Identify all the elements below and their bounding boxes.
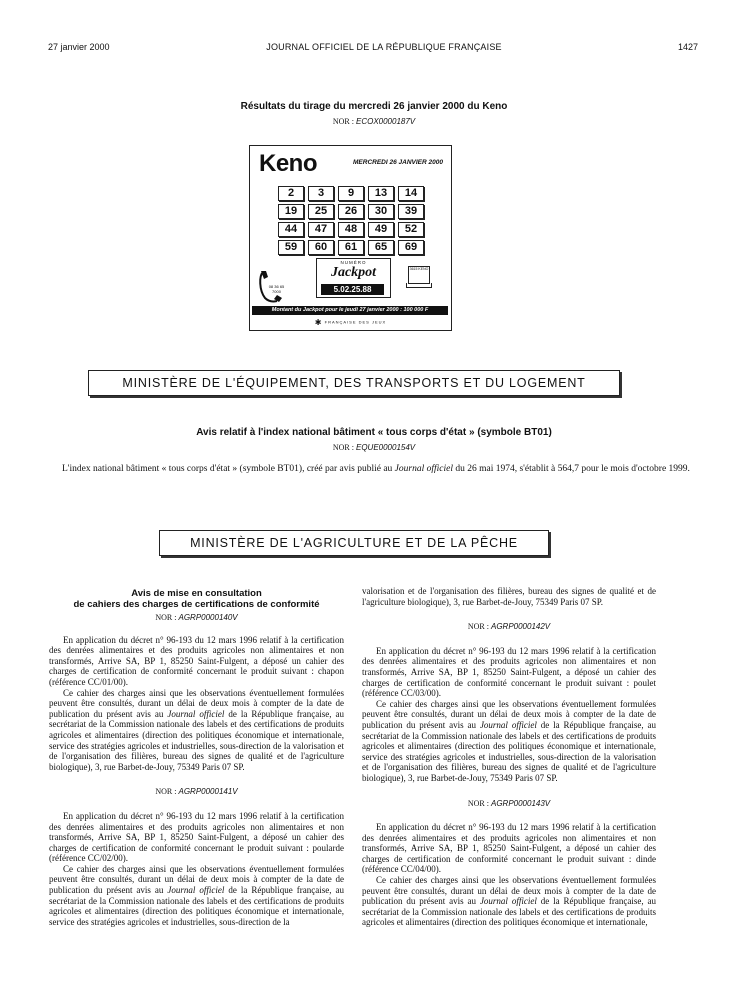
nor-code: ECOX0000187V — [355, 117, 416, 126]
page-header — [48, 42, 720, 56]
header-date: 27 janvier 2000 — [48, 42, 110, 52]
agri-title-line2: de cahiers des charges de certifications de conformité — [73, 599, 320, 610]
text-emphasis: Journal officiel — [479, 896, 537, 907]
paragraph: En application du décret n° 96-193 du 12 mars 1996 relatif à la certification des denrées alimentaires et des produits agricoles non alimentaires et non transformés, Arrive SA, BP 1, 85250 Saint-Fulgent, a déposé un cahier des charges de certification de conformité concernant le produit suivant : chapon (référence CC/01/00). — [49, 634, 344, 687]
ministry-agriculture-heading: MINISTÈRE DE L'AGRICULTURE ET DE LA PÊCHE — [159, 530, 549, 556]
ministry-equipement-heading: MINISTÈRE DE L'ÉQUIPEMENT, DES TRANSPORTS ET DU LOGEMENT — [88, 370, 620, 396]
keno-nor — [0, 117, 748, 126]
nor-label: NOR : — [155, 613, 177, 622]
keno-number-cell: 2 — [278, 186, 304, 201]
keno-number-cell: 52 — [398, 222, 424, 237]
paragraph: valorisation et de l'organisation des filières, bureau des signes de qualité et de l'agriculture biologique), 3, rue Barbet-de-Jouy, 75349 Paris 07 SP. — [362, 586, 656, 607]
keno-draw-date: MERCREDI 26 JANVIER 2000 — [353, 159, 443, 166]
keno-number-cell: 44 — [278, 222, 304, 237]
phone-number: 08 36 65 7000 — [268, 284, 285, 294]
keno-number-cell: 59 — [278, 240, 304, 255]
phone-icon — [257, 268, 289, 304]
nor-label: NOR : — [467, 622, 489, 632]
nor-label: NOR : — [155, 787, 177, 797]
keno-number-grid — [278, 186, 427, 255]
agri-nor-2 — [49, 787, 344, 798]
keno-number-cell: 26 — [338, 204, 364, 219]
keno-number-cell: 3 — [308, 186, 334, 201]
jackpot-label: Jackpot — [330, 265, 377, 280]
keno-number-cell: 65 — [368, 240, 394, 255]
minitel-icon: 3615 KENO — [408, 266, 430, 284]
paragraph: En application du décret n° 96-193 du 12 mars 1996 relatif à la certification des denrées alimentaires et des produits agricoles non alimentaires et non transformés, Arrive SA, BP 1, 85250 Saint-Fulgent, a déposé un cahier des charges de certification de conformité concernant le produit suivant : dinde (référence CC/04/00). — [362, 822, 656, 875]
text-span: du 26 mai 1974, s'établit à 564,7 pour le mois d'octobre 1999. — [452, 464, 690, 474]
jackpot-box — [316, 258, 391, 298]
paragraph: En application du décret n° 96-193 du 12 mars 1996 relatif à la certification des denrées alimentaires et des produits agricoles non alimentaires et non transformés, Arrive SA, BP 1, 85250 Saint-Fulgent, a déposé un cahier des charges de certification de conformité concernant le produit suivant : poulet (référence CC/03/00). — [362, 645, 656, 699]
nor-label: NOR : — [332, 443, 354, 452]
text-span: de la République française, au secrétariat de la Commission nationale des labels et des certifications de produits agricoles et alimentaires (direction des politiques économique et internationale, — [362, 896, 656, 928]
text-span: de la République française, au secrétariat de la Commission nationale des labels et des certifications de produits agricoles et alimentaires (direction des politiques économique et internationale, service des stratégies agricoles et industrielles, sous-direction de la — [49, 885, 344, 927]
text-emphasis: Journal officiel — [394, 464, 453, 474]
keno-number-cell: 19 — [278, 204, 304, 219]
agri-nor-1 — [49, 613, 344, 624]
paragraph — [49, 688, 344, 773]
keno-footer-text: FRANÇAISE DES JEUX — [324, 319, 387, 325]
keno-number-cell: 61 — [338, 240, 364, 255]
header-title: JOURNAL OFFICIEL DE LA RÉPUBLIQUE FRANÇAISE — [266, 42, 502, 52]
text-span: de la République française, au secrétariat de la Commission nationale des labels et des certifications de produits agricoles et alimentaires (direction des politiques économique et internationale, service des stratégies agricoles et industrielles, sous-direction de la valorisation et de l'organisation des filières, bureau des signes de qualité et de l'agriculture biologique), 3, rue Barbet-de-Jouy, 75349 Paris 07 SP. — [362, 719, 656, 783]
left-column — [49, 588, 344, 927]
keno-number-cell: 69 — [398, 240, 424, 255]
avis-bt01-nor — [0, 443, 748, 452]
minitel-keyboard — [406, 283, 432, 288]
nor-code: AGRP0000140V — [178, 613, 238, 622]
agri-title-line1: Avis de mise en consultation — [131, 588, 262, 599]
paragraph — [362, 699, 656, 784]
nor-label: NOR : — [467, 798, 489, 808]
keno-number-cell: 49 — [368, 222, 394, 237]
right-column — [362, 586, 656, 928]
text-span: Ce cahier des charges ainsi que les observations éventuellement formulées peuvent être consultés, durant un délai de deux mois à compter de la date de publication du présent avis au — [362, 698, 656, 730]
text-span: L'index national bâtiment « tous corps d'état » (symbole BT01), créé par avis publié au — [62, 464, 395, 474]
text-emphasis: Journal officiel — [167, 708, 225, 719]
paragraph — [362, 875, 656, 928]
keno-number-cell: 47 — [308, 222, 334, 237]
keno-number-cell: 60 — [308, 240, 334, 255]
jackpot-amount-band: Montant du Jackpot pour le jeudi 27 janvier 2000 : 100 000 F — [252, 306, 448, 315]
keno-results-title: Résultats du tirage du mercredi 26 janvier 2000 du Keno — [240, 101, 508, 112]
avis-bt01-text — [48, 464, 700, 476]
keno-results-box — [249, 145, 452, 331]
text-span: Ce cahier des charges ainsi que les observations éventuellement formulées peuvent être consultés, durant un délai de deux mois à compter de la date de publication du présent avis au — [49, 863, 344, 896]
nor-code: AGRP0000141V — [178, 787, 238, 797]
keno-logo: Keno — [259, 150, 317, 177]
keno-number-cell: 9 — [338, 186, 364, 201]
avis-bt01-title: Avis relatif à l'index national bâtiment « tous corps d'état » (symbole BT01) — [196, 427, 552, 438]
agri-nor-4 — [362, 799, 656, 810]
text-span: de la République française, au secrétariat de la Commission nationale des labels et des certifications de produits agricoles et alimentaires (direction des politiques économique et internationale, service des stratégies agricoles et industrielles, sous-direction de la valorisation et de l'organisation des filières, bureau des signes de qualité et de l'agriculture biologique), 3, rue Barbet-de-Jouy, 75349 Paris 07 SP. — [49, 708, 344, 772]
nor-code: AGRP0000143V — [490, 798, 551, 808]
paragraph — [49, 864, 344, 928]
paragraph: En application du décret n° 96-193 du 12 mars 1996 relatif à la certification des denrées alimentaires et des produits agricoles non alimentaires et non transformés, Arrive SA, BP 1, 85250 Saint-Fulgent, a déposé un cahier des charges de certification de conformité concernant le produit suivant : poularde (référence CC/02/00). — [49, 810, 344, 864]
keno-number-cell: 25 — [308, 204, 334, 219]
jackpot-number: 5.02.25.88 — [321, 284, 384, 295]
keno-number-cell: 39 — [398, 204, 424, 219]
keno-number-cell: 14 — [398, 186, 424, 201]
agri-nor-3 — [362, 622, 656, 633]
keno-number-cell: 48 — [338, 222, 364, 237]
numero-label: NUMÉRO — [340, 260, 367, 265]
keno-number-cell: 30 — [368, 204, 394, 219]
text-emphasis: Journal officiel — [167, 885, 225, 896]
star-logo-icon: ✱ — [314, 318, 323, 327]
nor-code: AGRP0000142V — [490, 622, 551, 632]
keno-number-cell: 13 — [368, 186, 394, 201]
text-span: Ce cahier des charges ainsi que les observations éventuellement formulées peuvent être consultés, durant un délai de deux mois à compter de la date de publication du présent avis au — [362, 875, 656, 907]
keno-footer — [250, 318, 451, 327]
text-emphasis: Journal officiel — [479, 719, 537, 730]
nor-code: EQUE0000154V — [355, 443, 416, 452]
header-page-number: 1427 — [677, 42, 698, 52]
text-span: Ce cahier des charges ainsi que les observations éventuellement formulées peuvent être consultés, durant un délai de deux mois à compter de la date de publication du présent avis au — [49, 687, 344, 719]
nor-label: NOR : — [332, 117, 354, 126]
